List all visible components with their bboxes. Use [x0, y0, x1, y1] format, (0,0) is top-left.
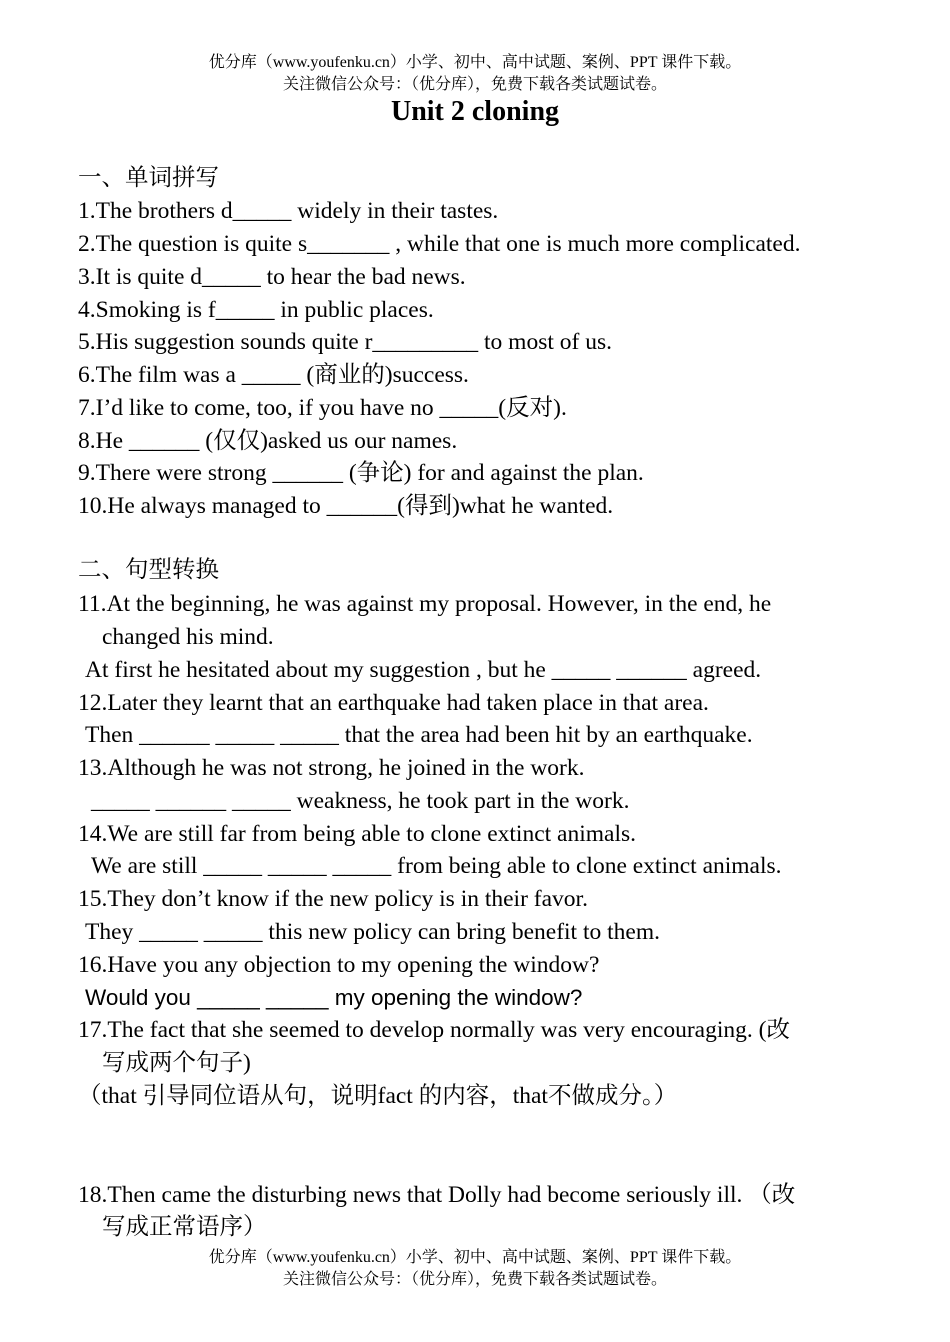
question-12: 12.Later they learnt that an earthquake had taken place in that area.	[78, 690, 709, 716]
footer-line-1: 优分库（www.youfenku.cn）小学、初中、高中试题、案例、PPT 课件下载。	[208, 1249, 742, 1266]
question-11: 11.At the beginning, he was against my proposal. However, in the end, he	[78, 591, 772, 617]
section-heading: 一、单词拼写	[78, 165, 219, 191]
question-9: 9.There were strong ______ (争论) for and against the plan.	[78, 460, 644, 486]
question-3: 3.It is quite d_____ to hear the bad news.	[78, 264, 466, 290]
header-line-2: 关注微信公众号：（优分库），免费下载各类试题试卷。	[282, 76, 667, 93]
section-heading: 二、句型转换	[78, 557, 219, 583]
question-17-continued: 写成两个句子)	[102, 1050, 251, 1076]
question-2: 2.The question is quite s_______ , while that one is much more complicated.	[78, 231, 801, 257]
question-7: 7.I’d like to come, too, if you have no _____(反对).	[78, 395, 567, 421]
question-16: 16.Have you any objection to my opening the window?	[78, 952, 600, 978]
footer-line-2: 关注微信公众号：（优分库），免费下载各类试题试卷。	[282, 1271, 667, 1288]
question-11-continued: changed his mind.	[102, 624, 274, 650]
answer-line-12: Then ______ _____ _____ that the area had been hit by an earthquake.	[85, 722, 753, 748]
question-8: 8.He ______ (仅仅)asked us our names.	[78, 428, 458, 454]
question-17: 17.The fact that she seemed to develop normally was very encouraging. (改	[78, 1017, 790, 1043]
page-title: Unit 2 cloning	[390, 96, 560, 127]
question-6: 6.The film was a _____ (商业的)success.	[78, 362, 469, 388]
answer-line-13: _____ ______ _____ weakness, he took part in the work.	[91, 788, 630, 814]
question-14: 14.We are still far from being able to clone extinct animals.	[78, 821, 636, 847]
question-10: 10.He always managed to ______(得到)what he wanted.	[78, 493, 614, 519]
answer-line-14: We are still _____ _____ _____ from being able to clone extinct animals.	[91, 853, 782, 879]
question-13: 13.Although he was not strong, he joined in the work.	[78, 755, 585, 781]
question-5: 5.His suggestion sounds quite r_________ to most of us.	[78, 329, 612, 355]
question-1: 1.The brothers d_____ widely in their tastes.	[78, 198, 499, 224]
question-18-continued: 写成正常语序）	[102, 1214, 267, 1240]
answer-line-11: At first he hesitated about my suggestion , but he _____ ______ agreed.	[85, 657, 762, 683]
question-15: 15.They don’t know if the new policy is in their favor.	[78, 886, 588, 912]
header-line-1: 优分库（www.youfenku.cn）小学、初中、高中试题、案例、PPT 课件下载。	[208, 54, 742, 71]
question-4: 4.Smoking is f_____ in public places.	[78, 297, 434, 323]
answer-line-15: They _____ _____ this new policy can bring benefit to them.	[85, 919, 660, 945]
hint-17: （that 引导同位语从句，说明fact 的内容，that不做成分。）	[78, 1083, 678, 1109]
question-18: 18.Then came the disturbing news that Dolly had become seriously ill. （改	[78, 1182, 796, 1208]
answer-line-16: Would you _____ _____ my opening the window?	[85, 985, 583, 1010]
